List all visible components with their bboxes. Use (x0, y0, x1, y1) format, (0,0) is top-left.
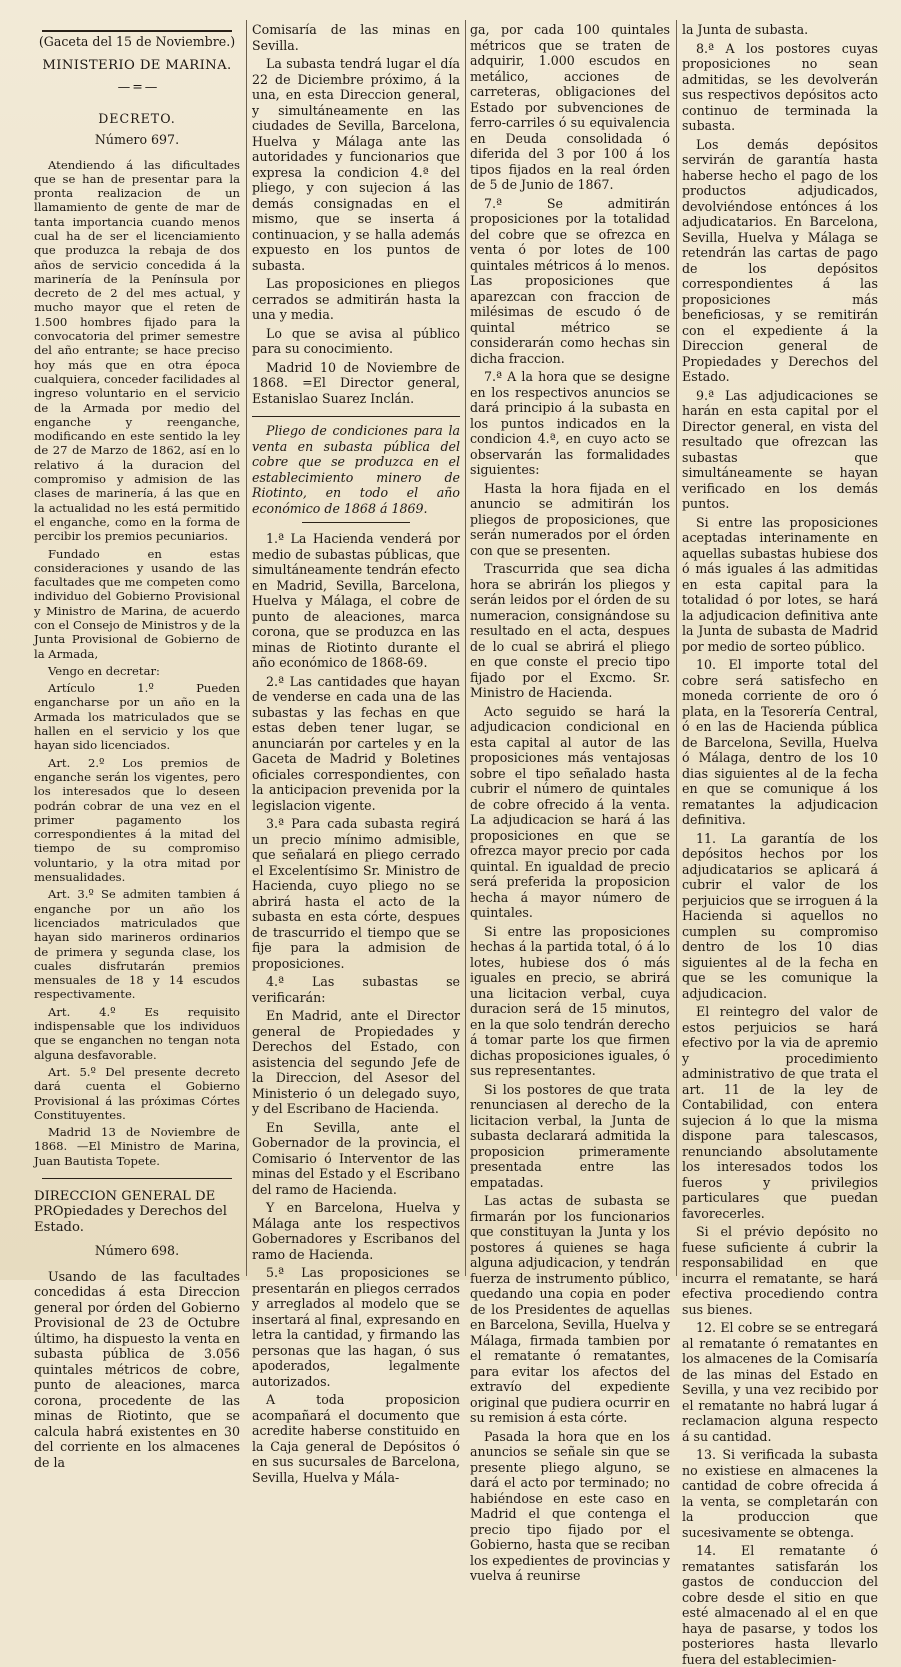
notice-paragraph: La subasta tendrá lugar el día 22 de Diciembre próximo, á la una, en esta Direccion general, y simultáneamente en las ciudades de Sevilla, Barcelona, Huelva y Málaga ante las autoridades y funcionarios que expresa la condicion 4.ª del pliego, y con sujecion á las demás consignadas en el mismo, que se inserta á continuacion, y se halla además expuesto en los puntos de subasta. (252, 56, 460, 273)
column-rule (676, 20, 677, 1276)
notice-paragraph: Lo que se avisa al público para su conocimiento. (252, 325, 460, 356)
decree-paragraph: Art. 3.º Se admiten tambien á enganche por un año los licenciados matriculados que hayan sido marineros ordinarios de primera y segunda clase, los cuales disfrutarán premios mensuales de 18 y 14 escudos respectivamente. (34, 887, 240, 1002)
condition-paragraph: 1.ª La Hacienda venderá por medio de subastas públicas, que simultáneamente tendrán efecto en Madrid, Sevilla, Barcelona, Huelva y Málaga, el cobre de punto de aleaciones, marca corona, que se produzca en las minas de Riotinto durante el año económico de 1868-69. (252, 531, 460, 670)
section-rule (42, 1178, 232, 1179)
condition-paragraph: Acto seguido se hará la adjudicacion condicional en esta capital al autor de las proposiciones más ventajosas sobre el tipo señalado hasta cubrir el número de quintales de cobre ofrecido á la venta. La adjudicacion se hará á las proposiciones en que se ofrezca mayor precio por cada quintal. En igualdad de precio será preferida la proposicion hecha á mayor número de quintales. (470, 703, 670, 920)
direction-title: DIRECCION GENERAL DE PROpiedades y Derechos del Estado. (34, 1188, 227, 1235)
condition-paragraph: Si entre las proposiciones hechas á la partida total, ó á lo lotes, hubiese dos ó más iguales en precio, se abrirá una licitacion verbal, cuya duracion será de 15 minutos, en la que solo tendrán derecho á tomar parte los que firmen dichas proposiciones iguales, ó sus representantes. (470, 923, 670, 1078)
notice-signature: Madrid 10 de Noviembre de 1868. =El Director general, Estanislao Suarez Inclán. (252, 359, 460, 406)
section-rule (252, 416, 460, 417)
condition-paragraph: 4.ª Las subastas se verificarán: (252, 974, 460, 1005)
condition-paragraph: 11. La garantía de los depósitos hechos por los adjudicatarios se aplicará á cubrir el valor de los perjuicios que se irroguen á la Hacienda si aquellos no cumplen su compromiso dentro de los 10 dias siguientes al de la fecha en que se les comunique la adjudicacion. (682, 830, 878, 1001)
condition-paragraph: 7.ª Se admitirán proposiciones por la totalidad del cobre que se ofrezca en venta ó por lotes de 100 quintales métricos á lo menos. Las proposiciones que aparezcan con fraccion de milésimas de escudo ó de quintal métrico se considerarán como hechas sin dicha fraccion. (470, 195, 670, 366)
column-rule (246, 20, 247, 1276)
decree-paragraph: Atendiendo á las dificultades que se han de presentar para la pronta realizacion de un llamamiento de gente de mar de tanta importancia cuando menos cual ha de ser el licenciamiento que produzca la rebaja de dos años de servicio concedida á la marinería de la Península por decreto de 2 del mes actual, y mucho mayor que el reten de 1.500 hombres fijado para la convocatoria del primer semestre del año entrante; se hace preciso hoy más que en otra época cualquiera, conceder facilidades al ingreso voluntario en el servicio de la Armada por medio del enganche y reenganche, modificando en este sentido la ley de 27 de Marzo de 1862, así en lo relativo á la duracion del compromiso y admision de las clases de marinería, á las que en la actualidad no les está permitido el enganche, como en la forma de percibir los premios pecuniarios. (34, 157, 240, 544)
decree-paragraph: Art. 2.º Los premios de enganche serán los vigentes, pero los interesados que lo deseen podrán cobrar de una vez en el primer pagamento los correspondientes á la mitad del tiempo de su compromiso voluntario, y la otra mitad por mensualidades. (34, 755, 240, 885)
condition-paragraph: la Junta de subasta. (682, 22, 809, 37)
condition-paragraph: Si el prévio depósito no fuese suficiente á cubrir la responsabilidad en que incurra el rematante, se hará efectiva procediendo contra sus bienes. (682, 1224, 878, 1317)
condition-paragraph: El reintegro del valor de estos perjuicios se hará efectivo por la via de apremio y procedimiento administrativo de que trata el art. 11 de la ley de Contabilidad, con entera sujecion á lo que la misma dispone para talescasos, renunciando absolutamente los interesados todos los fueros y privilegios particulares que puedan favorecerles. (682, 1004, 878, 1221)
condition-paragraph: A toda proposicion acompañará el documento que acredite haberse constituido en la Caja general de Depósitos ó en sus sucursales de Barcelona, Sevilla, Huelva y Mála- (252, 1392, 460, 1485)
direction-number: Número 698. (94, 1243, 180, 1259)
condition-paragraph: Las actas de subasta se firmarán por los funcionarios que constituyan la Junta y los postores á quienes se haga alguna adjudicacion, y tendrán fuerza de instrumento público, quedando una copia en poder de los Presidentes de aquellas en Barcelona, Sevilla, Huelva y Málaga, firmada tambien por el rematante ó rematantes, para evitar los afectos del extravío del expediente original que pudiera ocurrir en su remision á esta córte. (470, 1193, 670, 1425)
condition-paragraph: Y en Barcelona, Huelva y Málaga ante los respectivos Gobernadores y Escribanos del ramo de Hacienda. (252, 1200, 460, 1262)
notice-paragraph: Las proposiciones en pliegos cerrados se admitirán hasta la una y media. (252, 276, 460, 322)
gazette-header: (Gaceta del 15 de Noviembre.) (38, 34, 236, 49)
condition-paragraph: Trascurrida que sea dicha hora se abrirán los pliegos y serán leidos por el órden de su numeracion, consignándose su resultado en el acta, despues de lo cual se abrirá el pliego en que conste el precio tipo fijado por el Excmo. Sr. Ministro de Hacienda. (470, 561, 670, 700)
decree-paragraph: Madrid 13 de Noviembre de 1868. —El Ministro de Marina, Juan Bautista Topete. (34, 1125, 240, 1168)
condition-paragraph: En Sevilla, ante el Gobernador de la provincia, el Comisario ó Interventor de las minas del Estado y el Escribano del ramo de Hacienda. (252, 1119, 460, 1197)
condition-paragraph: 8.ª A los postores cuyas proposiciones no sean admitidas, se les devolverán sus respectivos depósitos acto continuo de terminada la subasta. (682, 40, 878, 133)
decree-label: DECRETO. (98, 110, 176, 126)
pliego-title: Pliego de condiciones para la venta en subasta pública del cobre que se produzca en el establecimiento minero de Riotinto, en todo el año económico de 1868 á 1869. (252, 423, 460, 516)
column-1 (34, 22, 240, 1470)
condition-paragraph: Si entre las proposiciones aceptadas interinamente en aquellas subastas hubiese dos ó más iguales á las admitidas en esta capital para la totalidad ó por lotes, se hará la adjudicacion definitiva ante la Junta de subasta de Madrid por medio de sorteo público. (682, 514, 878, 654)
condition-paragraph: Si los postores de que trata renunciasen al derecho de la licitacion verbal, la Junta de subasta declarará admitida la proposicion primeramente presentada entre las empatadas. (470, 1081, 670, 1190)
ministry-heading: MINISTERIO DE MARINA. (42, 57, 232, 73)
top-rule (42, 30, 232, 32)
condition-paragraph: 13. Si verificada la subasta no existiese en almacenes la cantidad de cobre ofrecida á la venta, se completarán con la produccion que sucesivamente se obtenga. (682, 1447, 878, 1540)
condition-paragraph: Los demás depósitos servirán de garantía hasta haberse hecho el pago de los productos adjudicados, devolviéndose entónces á los adjudicatarios. En Barcelona, Sevilla, Huelva y Málaga se retendrán las cartas de pago de los depósitos correspondientes á las proposiciones más beneficiosas, y se remitirán con el expediente á la Direccion general de Propiedades y Derechos del Estado. (682, 136, 878, 384)
decree-paragraph: Art. 4.º Es requisito indispensable que los individuos que se enganchen no tengan nota alguna desfavorable. (34, 1004, 240, 1062)
decree-paragraph: Fundado en estas consideraciones y usando de las facultades que me competen como individuo del Gobierno Provisional y Ministro de Marina, de acuerdo con el Consejo de Ministros y de la Junta Provisional de Gobierno de la Armada, (34, 546, 240, 661)
condition-paragraph: Hasta la hora fijada en el anuncio se admitirán los pliegos de proposiciones, que serán numerados por el órden con que se presenten. (470, 480, 670, 558)
decree-paragraph: Vengo en decretar: (48, 663, 160, 678)
condition-paragraph: 3.ª Para cada subasta regirá un precio mínimo admisible, que señalará en pliego cerrado el Excelentísimo Sr. Ministro de Hacienda, cuyo pliego no se abrirá hasta el acto de la subasta en esta córte, despues de trascurrido el tiempo que se fije para la admision de proposiciones. (252, 816, 460, 971)
column-rule (465, 20, 466, 1276)
notice-paragraph: Comisaría de las minas en Sevilla. (252, 22, 460, 53)
condition-paragraph: Pasada la hora que en los anuncios se señale sin que se presente pliego alguno, se dará el acto por terminado; no habiéndose en este caso en Madrid el que contenga el precio tipo fijado por el Gobierno, hasta que se reciban los expedientes de provincias y vuelva á reunirse (470, 1428, 670, 1583)
condition-paragraph: 10. El importe total del cobre será satisfecho en moneda corriente de oro ó plata, en la Tesorería Central, ó en las de Hacienda pública de Barcelona, Sevilla, Huelva ó Málaga, dentro de los 10 dias siguientes al de la fecha en que se comunique á los rematantes la adjudicacion definitiva. (682, 657, 878, 827)
decree-paragraph: Artículo 1.º Pueden engancharse por un año en la Armada los matriculados que se hallen en el servicio y los que hayan sido licenciados. (34, 681, 240, 753)
condition-paragraph: 5.ª Las proposiciones se presentarán en pliegos cerrados y arreglados al modelo que se insertará al final, expresando en letra la cantidad, y firmando las personas que las hagan, ó sus apoderados, legalmente autorizados. (252, 1265, 460, 1389)
condition-paragraph: 7.ª A la hora que se designe en los respectivos anuncios se dará principio á la subasta en los puntos indicados en la condicion 4.ª, en cuyo acto se observarán las formalidades siguientes: (470, 369, 670, 477)
condition-paragraph: 14. El rematante ó rematantes satisfarán los gastos de conduccion del cobre desde el sitio en que esté almacenado al el en que haya de pasarse, y todos los posteriores hasta llevarlo fuera del establecimien- (682, 1543, 878, 1667)
condition-paragraph: ga, por cada 100 quintales métricos que se traten de adquirir, 1.000 escudos en metálico, acciones de carreteras, obligaciones del Estado por subvenciones de ferro-carriles ó su equivalencia en Deuda consolidada ó diferida del 3 por 100 á los tipos fijados en la real órden de 5 de Junio de 1867. (470, 22, 670, 192)
direction-paragraph: Usando de las facultades concedidas á esta Direccion general por órden del Gobierno Provisional de 23 de Octubre último, ha dispuesto la venta en subasta pública de 3.056 quintales métricos de cobre, punto de aleaciones, marca corona, procedente de las minas de Riotinto, que se calcula habrá existentes en 30 del corriente en los almacenes de la (34, 1268, 240, 1470)
condition-paragraph: En Madrid, ante el Director general de Propiedades y Derechos del Estado, con asistencia del segundo Jefe de la Direccion, del Asesor del Ministerio ó un delegado suyo, y del Escribano de Hacienda. (252, 1008, 460, 1116)
condition-paragraph: 12. El cobre se se entregará al rematante ó rematantes en los almacenes de la Comisaría de las minas del Estado en Sevilla, y una vez recibido por el rematante no habrá lugar á reclamacion alguna respecto á su cantidad. (682, 1320, 878, 1444)
condition-paragraph: 2.ª Las cantidades que hayan de venderse en cada una de las subastas y las fechas en que estas deben tener lugar, se anunciarán por carteles y en la Gaceta de Madrid y Boletines oficiales correspondientes, con la anticipacion prevenida por la legislacion vigente. (252, 673, 460, 813)
column-4 (682, 22, 878, 1667)
decree-body (34, 158, 240, 1168)
column-2 (252, 22, 460, 1485)
separator: — = — (117, 79, 157, 94)
column-3 (470, 22, 670, 1583)
condition-paragraph: 9.ª Las adjudicaciones se harán en esta capital por el Director general, en vista del resultado que ofrezcan las subastas que simultáneamente se hayan verificado en los demás puntos. (682, 387, 878, 511)
decree-number: Número 697. (94, 132, 180, 147)
section-rule (302, 522, 410, 523)
decree-paragraph: Art. 5.º Del presente decreto dará cuenta el Gobierno Provisional á las próximas Córtes Constituyentes. (34, 1064, 240, 1122)
